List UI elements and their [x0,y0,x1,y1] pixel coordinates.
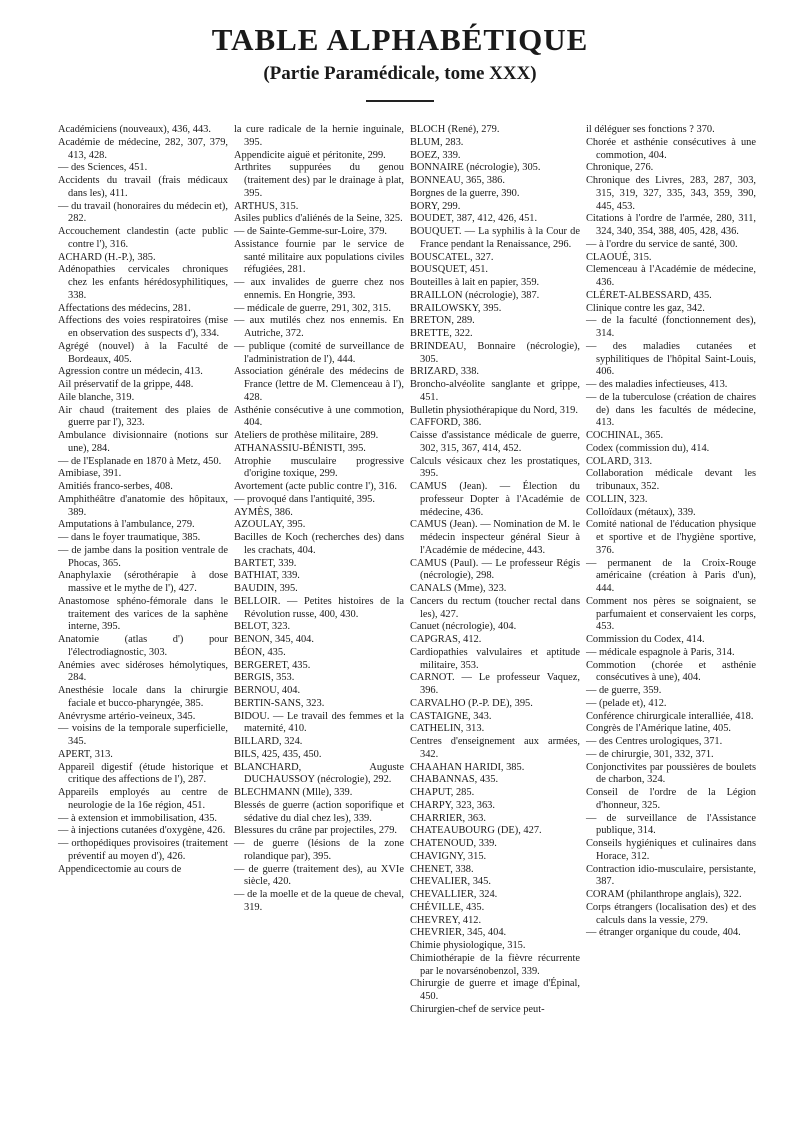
index-entry: BLUM, 283. [410,136,464,148]
index-entry: BRETON, 289. [410,315,475,327]
page-title: TABLE ALPHABÉTIQUE [211,22,589,57]
index-entry: BOUSCATEL, 327. [410,251,494,263]
index-entry: CLÉRET-ALBESSARD, 435. [586,289,712,301]
index-entry: Anastomose sphéno-fémorale dans le traitement des varices de la saphène interne, 395. [58,595,228,633]
index-entry: BRINDEAU, Bonnaire (nécrologie), 305. [410,340,580,365]
index-entry: AYMÈS, 386. [234,506,293,518]
index-entry: BILS, 425, 435, 450. [234,748,322,760]
index-entry: Chronique, 276. [586,162,654,174]
index-entry: Chimie physiologique, 315. [410,940,526,951]
index-entry: Bouteilles à lait en papier, 359. [410,277,540,288]
index-entry: Anesthésie locale dans la chirurgie faciale et bucco-pharyngée, 385. [58,685,228,709]
index-entry: Adénopathies cervicales chroniques chez les enfants hérédosyphilitiques, 338. [58,264,228,301]
index-entry: Bacilles de Koch (recherches des) dans les crachats, 404. [234,532,404,556]
index-entry: Académiciens (nouveaux), 436, 443. [58,124,211,135]
index-entry: CATHELIN, 313. [410,723,485,735]
index-entry: BOUQUET. — La syphilis à la Cour de France pendant la Renaissance, 296. [410,226,580,250]
index-entry: Bulletin physiothérapique du Nord, 319. [410,404,578,416]
index-entry: Calculs vésicaux chez les prostatiques, 395. [410,455,580,480]
index-entry: Centres d'enseignement aux armées, 342. [410,736,580,760]
index-entry: CHAVIGNY, 315. [410,850,487,862]
index-entry: BLECHMANN (Mlle), 339. [234,787,353,798]
index-entry: — publique (comité de surveillance de l'administration de l'), 444. [234,340,404,365]
index-entry: Blessés de guerre (action soporifique et sédative du dial chez les), 339. [234,799,404,824]
index-entry: ACHARD (H.-P.), 385. [58,251,156,263]
index-entry: Accouchement clandestin (acte public contre l'), 316. [58,226,228,250]
index-entry: Amphithéâtre d'anatomie des hôpitaux, 389. [58,493,228,518]
index-entry: BOEZ, 339. [410,149,461,161]
index-column-2 [234,124,404,1134]
index-entry: BERTIN-SANS, 323. [234,697,325,709]
index-entry: CHEVALLIER, 324. [410,889,498,900]
index-entry: CORAM (philanthrope anglais), 322. [586,889,742,900]
index-entry: Conseil de l'ordre de la Légion d'honneur, 325. [586,787,756,811]
index-entry: Chronique des Livres, 283, 287, 303, 315, 319, 327, 335, 343, 359, 390, 445, 453. [586,175,756,212]
index-entry: CHEVRIER, 345, 404. [410,927,507,939]
index-entry: Ail préservatif de la grippe, 448. [58,379,194,390]
index-entry: BRETTE, 322. [410,328,473,339]
index-entry: Conseils hygiéniques et culinaires dans Horace, 312. [586,838,756,862]
index-entry: BELOT, 323. [234,621,291,633]
index-entry: BATHIAT, 339. [234,570,300,582]
index-entry: ARTHUS, 315. [234,200,299,212]
index-column-4 [586,124,756,1134]
index-entry: Chimiothérapie de la fièvre récurrente par le novarsénobenzol, 339. [410,952,580,977]
index-entry: Affections des voies respiratoires (mise en observation des suspects d'), 334. [58,315,228,339]
index-entry: Corps étrangers (localisation des) et des calculs dans la vessie, 279. [586,901,756,926]
index-entry: CHARPY, 323, 363. [410,799,495,811]
index-entry: Conférence chirurgicale interalliée, 418. [586,710,754,722]
index-entry: BORY, 299. [410,200,461,212]
index-entry: Appareil digestif (étude historique et critique des affections de l'), 287. [58,761,228,786]
index-entry: Chirurgie de guerre et image d'Épinal, 450. [410,978,580,1002]
index-entry: — de jambe dans la position ventrale de Phocas, 365. [58,544,228,569]
index-entry: Amitiés franco-serbes, 408. [58,481,173,492]
index-entry: Association générale des médecins de France (lettre de M. Clemenceau à l'), 428. [234,366,404,403]
index-entry: Comment nos pères se soignaient, se parfumaient et conservaient les corps, 453. [586,595,756,633]
index-entry: CARNOT. — Le professeur Vaquez, 396. [410,672,580,696]
index-entry: — médicale de guerre, 291, 302, 315. [234,302,391,314]
index-entry: BERGERET, 435. [234,659,311,671]
index-entry: Borgnes de la guerre, 390. [410,187,520,199]
index-entry: Commotion (chorée et asthénie consécutives à une), 404. [586,659,756,684]
index-entry: BENON, 345, 404. [234,634,314,645]
index-entry: Accidents du travail (frais médicaux dans les), 411. [58,175,228,199]
index-entry: Codex (commission du), 414. [586,442,710,454]
index-entry: BONNEAU, 365, 386. [410,175,505,186]
index-entry: Appendicectomie au cours de [58,863,182,875]
index-entry: — à injections cutanées d'oxygène, 426. [58,825,226,837]
index-entry: — de chirurgie, 301, 332, 371. [586,748,714,760]
index-entry: Commission du Codex, 414. [586,634,705,645]
index-entry: Asthénie consécutive à une commotion, 404. [234,404,404,429]
index-entry: Clemenceau à l'Académie de médecine, 436. [586,264,756,288]
index-entry: CHABANNAS, 435. [410,774,499,786]
index-entry: CANALS (Mme), 323. [410,583,507,594]
index-entry: CAMUS (Jean). — Élection du professeur Dopter à l'Académie de médecine, 436. [410,481,580,518]
index-entry: CHATEAUBOURG (DE), 427. [410,825,542,837]
index-entry: BILLARD, 324. [234,736,303,747]
index-entry: CASTAIGNE, 343. [410,710,492,722]
index-entry: Comité national de l'éducation physique et sportive et de l'hygiène sportive, 376. [586,519,756,556]
index-entry: BRAILLON (nécrologie), 387. [410,289,540,301]
index-entry: BAUDIN, 395. [234,583,298,594]
index-entry: — de Sainte-Gemme-sur-Loire, 379. [234,226,388,237]
index-entry: Caisse d'assistance médicale de guerre, 302, 315, 367, 414, 452. [410,430,580,454]
index-entry: Agrégé (nouvel) à la Faculté de Bordeaux, 405. [58,340,228,365]
index-entry: Cancers du rectum (toucher rectal dans les), 427. [410,595,580,620]
index-entry: CHÉVILLE, 435. [410,901,485,913]
index-entry: CHAPUT, 285. [410,787,475,798]
index-entry: Arthrites suppurées du genou (traitement des) par le drainage à plat, 395. [234,162,404,199]
index-entry: — des maladies cutanées et syphilitiques de l'hôpital Saint-Louis, 406. [586,340,756,378]
index-entry: CHARRIER, 363. [410,812,486,824]
index-entry: Chorée et asthénie consécutives à une commotion, 404. [586,136,756,161]
index-entry: Anémies avec sidéroses hémolytiques, 284. [58,659,228,684]
index-entry: Appendicite aiguë et péritonite, 299. [234,149,386,161]
index-entry: — de guerre (lésions de la zone rolandique par), 395. [234,838,404,862]
index-entry: — des Centres urologiques, 371. [586,736,723,747]
index-entry: COLLIN, 323. [586,493,648,505]
page-header [0,22,800,102]
index-entry: CHEVALIER, 345. [410,876,491,888]
index-entry: Asiles publics d'aliénés de la Seine, 325. [234,213,403,225]
index-entry: CHENET, 338. [410,863,474,875]
index-entry: Affectations des médecins, 281. [58,302,191,314]
index-entry: Collaboration médicale devant les tribunaux, 352. [586,468,756,492]
index-entry: Contraction idio-musculaire, persistante, 387. [586,863,756,888]
index-entry: — à extension et immobilisation, 435. [58,812,218,824]
index-entry: Congrès de l'Amérique latine, 405. [586,723,731,735]
index-entry: ATHANASSIU-BÉNISTI, 395. [234,442,366,454]
index-entry: — provoqué dans l'antiquité, 395. [234,493,375,505]
index-entry: Ambulance divisionnaire (notions sur une), 284. [58,430,228,454]
page-subtitle: (Partie Paramédicale, tome XXX) [263,63,537,84]
index-entry: Citations à l'ordre de l'armée, 280, 311, 324, 340, 354, 388, 405, 428, 436. [586,213,756,237]
index-entry: BERNOU, 404. [234,685,301,696]
index-entry: la cure radicale de la hernie inguinale, 395. [234,124,404,148]
index-entry: — dans le foyer traumatique, 385. [58,532,201,543]
index-entry: — de l'Esplanade en 1870 à Metz, 450. [58,455,222,467]
index-entry: — aux invalides de guerre chez nos ennemis. En Hongrie, 393. [234,277,404,301]
index-column-3 [410,124,580,1134]
index-entry: CLAOUÉ, 315. [586,251,652,263]
index-entry: Académie de médecine, 282, 307, 379, 413, 428. [58,136,228,161]
index-entry: BOUDET, 387, 412, 426, 451. [410,213,538,225]
index-entry: — de la tuberculose (création de chaires de) dans les facultés de médecine, 413. [586,391,756,429]
index-entry: — permanent de la Croix-Rouge américaine (création à Paris d'un), 444. [586,557,756,594]
index-entry: Canuet (nécrologie), 404. [410,621,517,633]
index-entry: Anatomie (atlas d') pour l'électrodiagnostic, 303. [58,634,228,658]
index-entry: CAFFORD, 386. [410,417,482,429]
index-entry: Amibiase, 391. [58,468,122,480]
index-entry: CAMUS (Jean). — Nomination de M. le médecin inspecteur général Sieur à l'Académie de médecine, 443. [410,519,580,556]
index-entry: CHEVREY, 412. [410,914,482,926]
index-entry: CARVALHO (P.-P. DE), 395. [410,697,533,709]
index-entry: APERT, 313. [58,748,113,760]
index-entry: CHAAHAN HARIDI, 385. [410,761,525,773]
index-entry: BLOCH (René), 279. [410,124,500,135]
index-entry: Aile blanche, 319. [58,391,135,403]
index-column-1 [58,124,228,1134]
index-entry: — de la faculté (fonctionnement des), 314. [586,315,756,339]
index-entry: Cardiopathies valvulaires et aptitude militaire, 353. [410,646,580,671]
index-entry: Atrophie musculaire progressive d'origine toxique, 299. [234,455,404,480]
index-entry: il déléguer ses fonctions ? 370. [586,124,715,135]
index-entry: Appareils employés au centre de neurologie de la 16e région, 451. [58,787,228,811]
index-entry: — de la moelle et de la queue de cheval, 319. [234,889,404,913]
index-entry: — étranger organique du coude, 404. [586,927,741,939]
index-columns [58,124,758,1134]
index-entry: AZOULAY, 395. [234,519,306,531]
index-entry: Air chaud (traitement des plaies de guerre par l'), 323. [58,404,228,429]
index-entry: Anaphylaxie (sérothérapie à dose massive et le mythe de l'), 427. [58,570,228,594]
index-entry: BÉON, 435. [234,646,286,658]
index-entry: BLANCHARD, Auguste DUCHAUSSOY (nécrologie), 292. [234,761,404,786]
index-entry: BERGIS, 353. [234,672,295,684]
index-entry: Ateliers de prothèse militaire, 289. [234,430,379,441]
index-entry: Chirurgien-chef de service peut- [410,1003,545,1015]
index-entry: Assistance fournie par le service de santé militaire aux populations civiles réfugiées, 281. [234,238,404,276]
index-entry: — orthopédiques provisoires (traitement préventif au moyen d'), 426. [58,838,228,862]
index-entry: — de guerre (traitement des), au XVIe siècle, 420. [234,863,404,888]
index-entry: Blessures du crâne par projectiles, 279. [234,825,398,837]
index-entry: — aux mutilés chez nos ennemis. En Autriche, 372. [234,315,404,339]
index-entry: CHATENOUD, 339. [410,838,497,849]
index-entry: BRAILOWSKY, 395. [410,302,502,314]
index-entry: — à l'ordre du service de santé, 300. [586,238,738,250]
index-entry: — des Sciences, 451. [58,162,148,174]
index-entry: Colloïdaux (métaux), 339. [586,506,696,518]
index-entry: COLARD, 313. [586,455,653,467]
index-entry: BELLOIR. — Petites histoires de la Révolution russe, 400, 430. [234,595,404,620]
index-entry: — médicale espagnole à Paris, 314. [586,646,735,658]
index-entry: — de surveillance de l'Assistance publique, 314. [586,812,756,837]
index-entry: CAPGRAS, 412. [410,634,482,645]
index-entry: — du travail (honoraires du médecin et), 282. [58,200,228,225]
index-entry: Avortement (acte public contre l'), 316. [234,481,397,492]
index-entry: Clinique contre les gaz, 342. [586,302,705,314]
index-entry: BOUSQUET, 451. [410,264,489,276]
index-entry: Anévrysme artério-veineux, 345. [58,710,196,722]
index-entry: — de guerre, 359. [586,685,662,696]
index-entry: CAMUS (Paul). — Le professeur Régis (nécrologie), 298. [410,557,580,582]
index-entry: — des maladies infectieuses, 413. [586,379,728,390]
index-entry: Amputations à l'ambulance, 279. [58,519,195,531]
index-entry: Agression contre un médecin, 413. [58,366,203,378]
index-entry: — (pelade et), 412. [586,697,667,709]
index-entry: BRIZARD, 338. [410,366,479,378]
index-entry: BARTET, 339. [234,557,297,569]
index-entry: — voisins de la temporale superficielle, 345. [58,723,228,747]
index-entry: COCHINAL, 365. [586,430,664,441]
title-rule [366,100,434,102]
index-entry: Conjonctivites par poussières de boulets de charbon, 324. [586,761,756,786]
index-entry: BIDOU. — Le travail des femmes et la maternité, 410. [234,710,404,735]
index-entry: Broncho-alvéolite sanglante et grippe, 451. [410,379,580,403]
index-entry: BONNAIRE (nécrologie), 305. [410,162,541,174]
